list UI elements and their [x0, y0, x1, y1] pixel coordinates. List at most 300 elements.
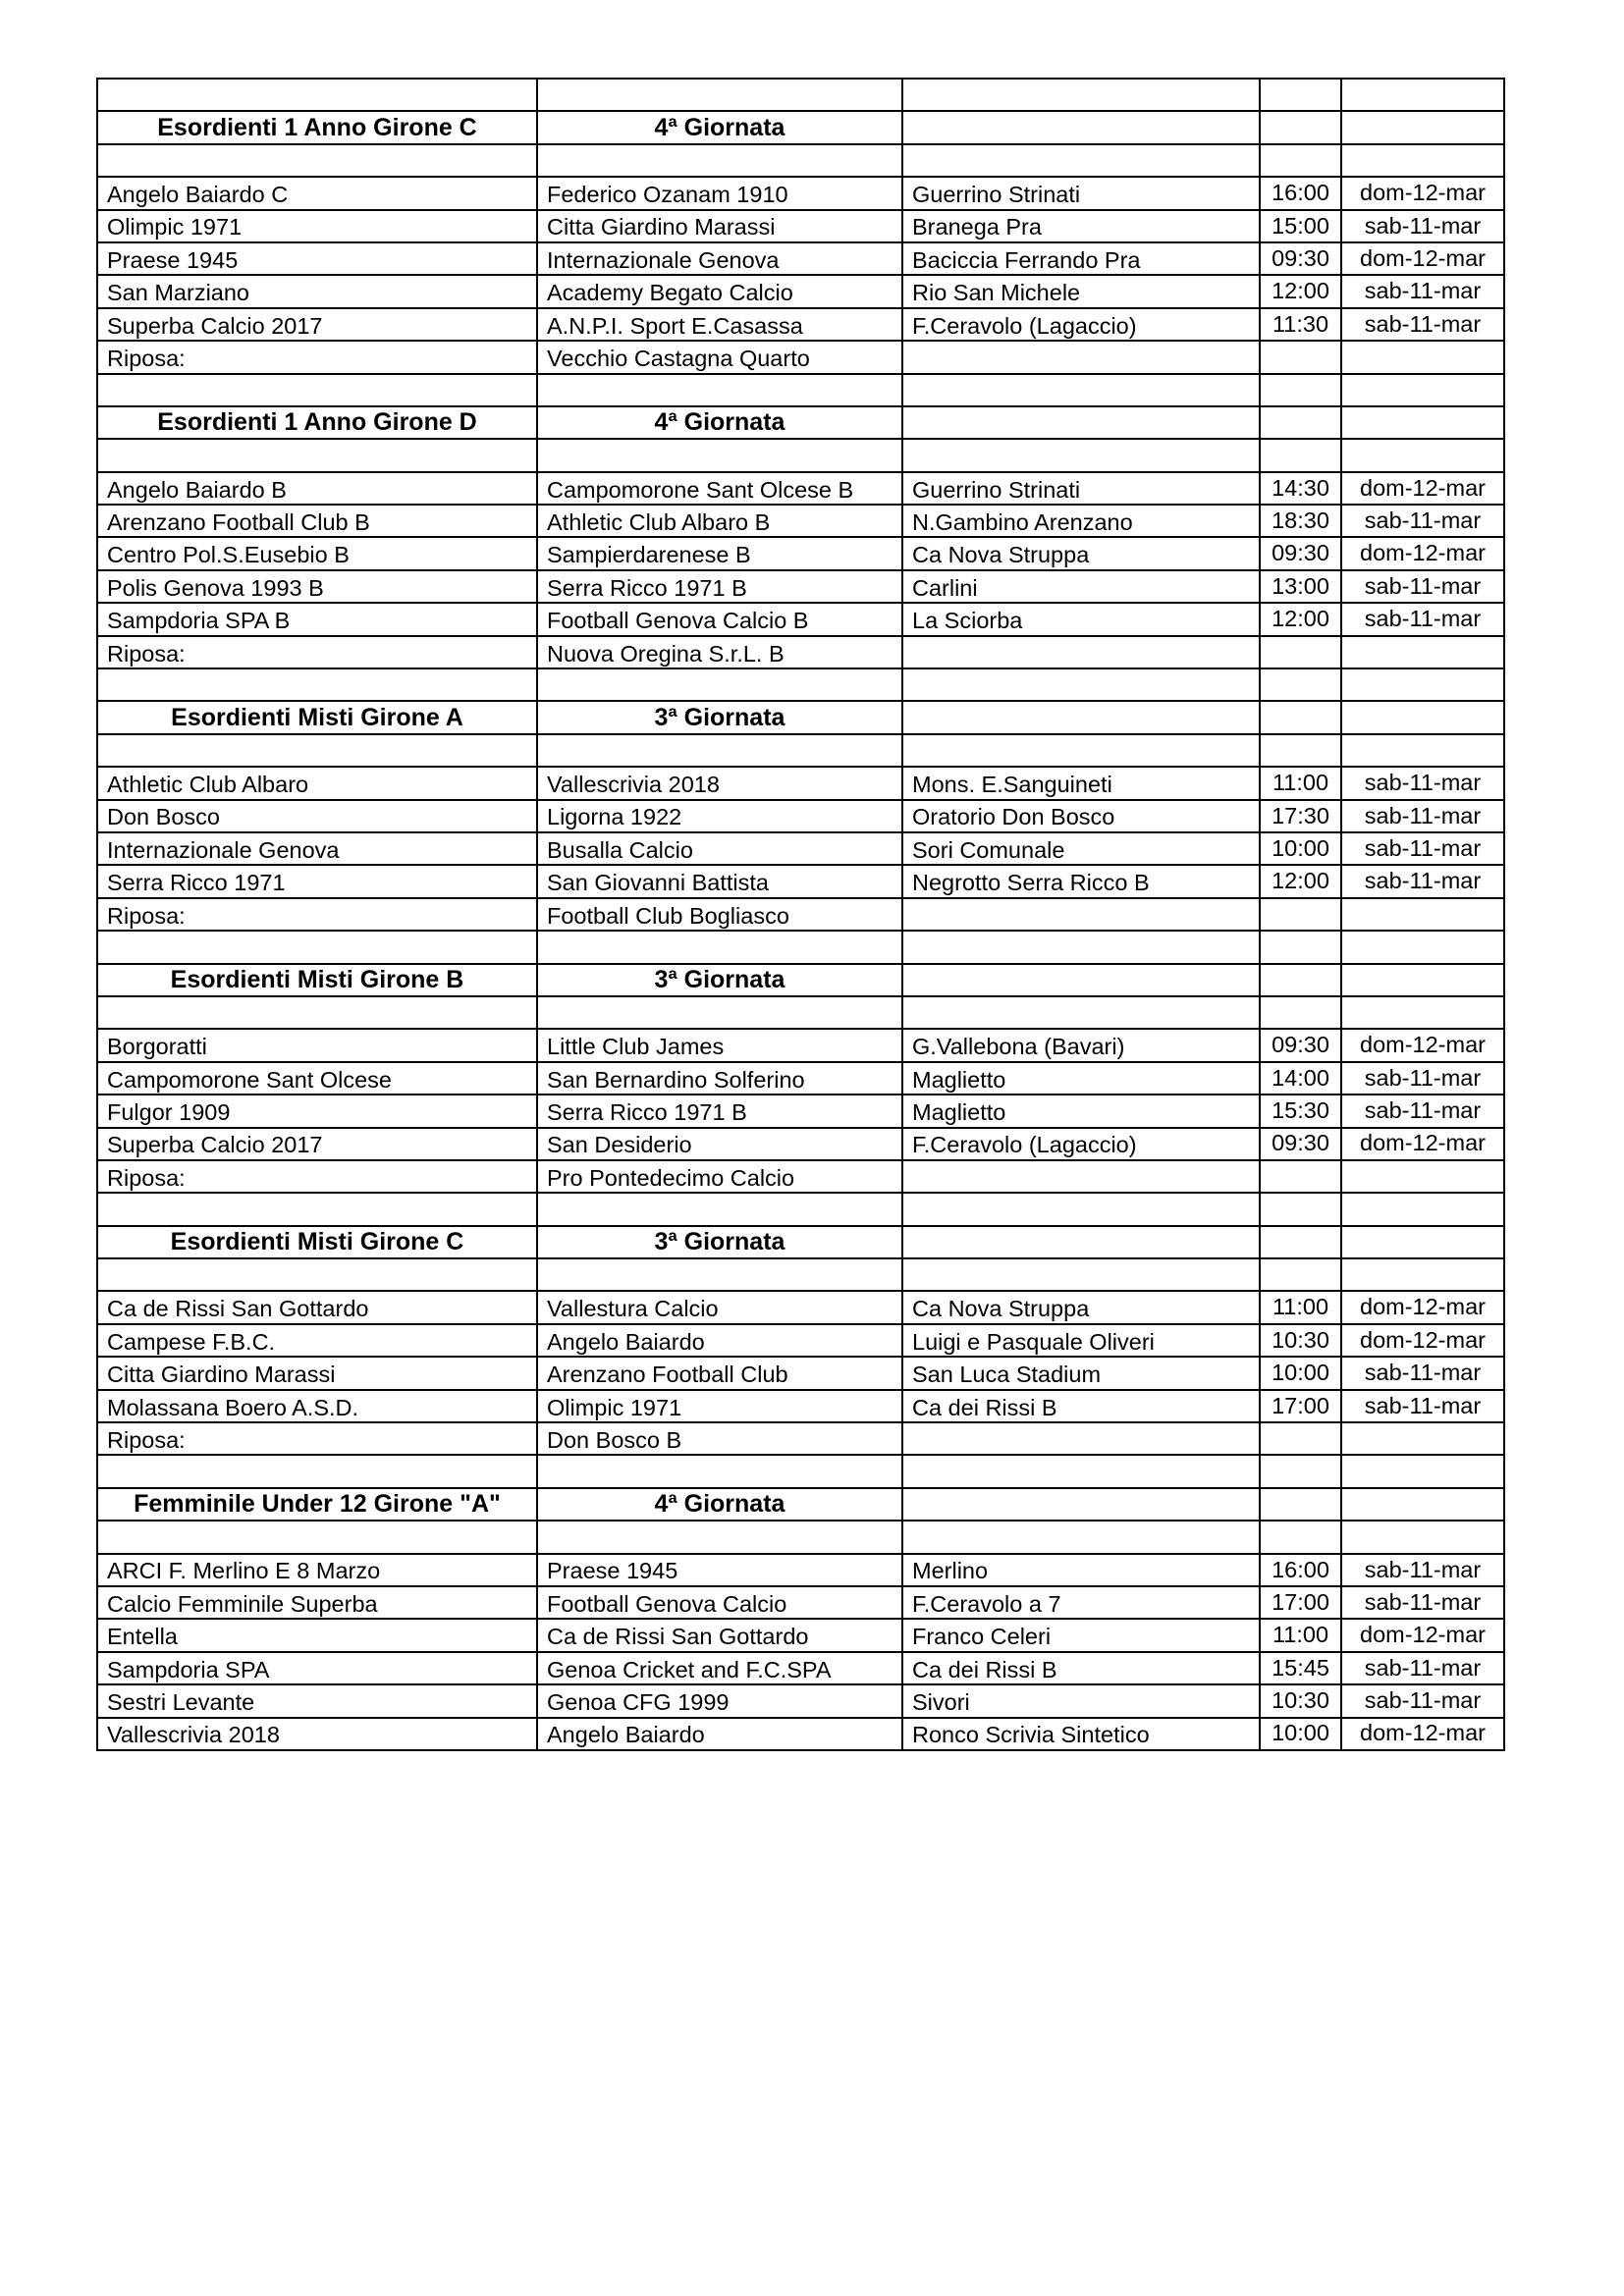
- empty-cell: [1341, 439, 1504, 471]
- empty-cell: [1341, 1455, 1504, 1487]
- empty-cell: [537, 1521, 902, 1553]
- home-team: Fulgor 1909: [97, 1095, 537, 1127]
- empty-cell: [1260, 1226, 1341, 1258]
- kickoff-time: 10:30: [1260, 1324, 1341, 1357]
- venue: Oratorio Don Bosco: [902, 800, 1260, 832]
- venue: Maglietto: [902, 1095, 1260, 1127]
- away-team: A.N.P.I. Sport E.Casassa: [537, 308, 902, 341]
- home-team: Angelo Baiardo B: [97, 472, 537, 505]
- kickoff-time: 12:00: [1260, 865, 1341, 897]
- venue: F.Ceravolo a 7: [902, 1586, 1260, 1619]
- match-date: sab-11-mar: [1341, 1652, 1504, 1684]
- match-date: dom-12-mar: [1341, 537, 1504, 569]
- empty-cell: [1341, 1422, 1504, 1455]
- match-date: sab-11-mar: [1341, 275, 1504, 307]
- empty-cell: [1341, 931, 1504, 963]
- empty-cell: [1260, 144, 1341, 177]
- empty-cell: [1260, 668, 1341, 701]
- away-team: Internazionale Genova: [537, 242, 902, 275]
- empty-cell: [1260, 439, 1341, 471]
- home-team: Superba Calcio 2017: [97, 1128, 537, 1160]
- empty-cell: [1260, 374, 1341, 406]
- rest-label: Riposa:: [97, 1160, 537, 1193]
- rest-row: [97, 898, 1504, 931]
- round-label: 3ª Giornata: [537, 701, 902, 733]
- empty-cell: [1260, 898, 1341, 931]
- group-header-row: [97, 1488, 1504, 1521]
- empty-cell: [902, 374, 1260, 406]
- empty-cell: [537, 1455, 902, 1487]
- away-team: Football Genova Calcio B: [537, 603, 902, 635]
- empty-cell: [97, 931, 537, 963]
- match-date: dom-12-mar: [1341, 1291, 1504, 1323]
- home-team: Angelo Baiardo C: [97, 177, 537, 209]
- match-row: [97, 1586, 1504, 1619]
- empty-row: [97, 931, 1504, 963]
- match-date: dom-12-mar: [1341, 1128, 1504, 1160]
- empty-cell: [902, 734, 1260, 767]
- empty-cell: [97, 1455, 537, 1487]
- match-date: sab-11-mar: [1341, 1390, 1504, 1422]
- venue: Baciccia Ferrando Pra: [902, 242, 1260, 275]
- group-header-row: [97, 111, 1504, 143]
- kickoff-time: 11:30: [1260, 308, 1341, 341]
- venue: Mons. E.Sanguineti: [902, 767, 1260, 799]
- match-date: dom-12-mar: [1341, 242, 1504, 275]
- kickoff-time: 16:00: [1260, 1554, 1341, 1586]
- away-team: Football Genova Calcio: [537, 1586, 902, 1619]
- empty-cell: [1260, 1160, 1341, 1193]
- empty-cell: [902, 1422, 1260, 1455]
- venue: Guerrino Strinati: [902, 472, 1260, 505]
- round-label: 3ª Giornata: [537, 964, 902, 996]
- group-header-row: [97, 406, 1504, 439]
- home-team: Calcio Femminile Superba: [97, 1586, 537, 1619]
- empty-cell: [537, 734, 902, 767]
- venue: Negrotto Serra Ricco B: [902, 865, 1260, 897]
- home-team: Sampdoria SPA: [97, 1652, 537, 1684]
- venue: Ca Nova Struppa: [902, 1291, 1260, 1323]
- home-team: Entella: [97, 1619, 537, 1651]
- empty-cell: [1341, 144, 1504, 177]
- empty-cell: [1341, 1258, 1504, 1291]
- match-row: [97, 1324, 1504, 1357]
- match-row: [97, 177, 1504, 209]
- kickoff-time: 10:00: [1260, 1357, 1341, 1389]
- venue: Guerrino Strinati: [902, 177, 1260, 209]
- away-team: Campomorone Sant Olcese B: [537, 472, 902, 505]
- kickoff-time: 17:30: [1260, 800, 1341, 832]
- home-team: Arenzano Football Club B: [97, 505, 537, 537]
- match-date: sab-11-mar: [1341, 505, 1504, 537]
- kickoff-time: 12:00: [1260, 603, 1341, 635]
- match-date: sab-11-mar: [1341, 800, 1504, 832]
- match-date: sab-11-mar: [1341, 1357, 1504, 1389]
- match-date: dom-12-mar: [1341, 472, 1504, 505]
- venue: Sivori: [902, 1684, 1260, 1717]
- kickoff-time: 09:30: [1260, 537, 1341, 569]
- rest-label: Riposa:: [97, 341, 537, 373]
- empty-cell: [902, 964, 1260, 996]
- empty-cell: [1260, 111, 1341, 143]
- empty-cell: [902, 1455, 1260, 1487]
- group-title: Esordienti Misti Girone A: [97, 701, 537, 733]
- empty-cell: [537, 1258, 902, 1291]
- empty-cell: [902, 341, 1260, 373]
- empty-cell: [1260, 79, 1341, 111]
- home-team: Serra Ricco 1971: [97, 865, 537, 897]
- empty-cell: [902, 1258, 1260, 1291]
- round-label: 4ª Giornata: [537, 406, 902, 439]
- empty-cell: [1341, 996, 1504, 1029]
- away-team: Genoa CFG 1999: [537, 1684, 902, 1717]
- venue: Ronco Scrivia Sintetico: [902, 1718, 1260, 1750]
- empty-cell: [902, 406, 1260, 439]
- away-team: Praese 1945: [537, 1554, 902, 1586]
- round-label: 4ª Giornata: [537, 111, 902, 143]
- match-row: [97, 210, 1504, 242]
- empty-cell: [537, 374, 902, 406]
- empty-cell: [97, 1258, 537, 1291]
- home-team: Sestri Levante: [97, 1684, 537, 1717]
- match-date: sab-11-mar: [1341, 1095, 1504, 1127]
- match-date: dom-12-mar: [1341, 1718, 1504, 1750]
- match-row: [97, 570, 1504, 603]
- venue: F.Ceravolo (Lagaccio): [902, 308, 1260, 341]
- empty-cell: [1341, 1488, 1504, 1521]
- match-row: [97, 242, 1504, 275]
- kickoff-time: 10:00: [1260, 1718, 1341, 1750]
- away-team: Little Club James: [537, 1029, 902, 1061]
- venue: N.Gambino Arenzano: [902, 505, 1260, 537]
- empty-cell: [1341, 341, 1504, 373]
- rest-label: Riposa:: [97, 898, 537, 931]
- away-team: Genoa Cricket and F.C.SPA: [537, 1652, 902, 1684]
- empty-cell: [537, 931, 902, 963]
- kickoff-time: 14:30: [1260, 472, 1341, 505]
- rest-team: Pro Pontedecimo Calcio: [537, 1160, 902, 1193]
- kickoff-time: 11:00: [1260, 1619, 1341, 1651]
- away-team: Academy Begato Calcio: [537, 275, 902, 307]
- rest-row: [97, 1160, 1504, 1193]
- empty-cell: [1260, 931, 1341, 963]
- kickoff-time: 17:00: [1260, 1586, 1341, 1619]
- empty-row: [97, 439, 1504, 471]
- empty-cell: [902, 1226, 1260, 1258]
- kickoff-time: 16:00: [1260, 177, 1341, 209]
- group-header-row: [97, 701, 1504, 733]
- empty-row: [97, 79, 1504, 111]
- away-team: Arenzano Football Club: [537, 1357, 902, 1389]
- empty-cell: [1260, 996, 1341, 1029]
- venue: Branega Pra: [902, 210, 1260, 242]
- venue: Franco Celeri: [902, 1619, 1260, 1651]
- match-row: [97, 1062, 1504, 1095]
- venue: Merlino: [902, 1554, 1260, 1586]
- rest-team: Vecchio Castagna Quarto: [537, 341, 902, 373]
- match-date: sab-11-mar: [1341, 865, 1504, 897]
- empty-cell: [1341, 668, 1504, 701]
- empty-cell: [902, 898, 1260, 931]
- match-row: [97, 1684, 1504, 1717]
- away-team: Angelo Baiardo: [537, 1324, 902, 1357]
- match-row: [97, 1619, 1504, 1651]
- round-label: 4ª Giornata: [537, 1488, 902, 1521]
- group-title: Femminile Under 12 Girone "A": [97, 1488, 537, 1521]
- match-date: sab-11-mar: [1341, 570, 1504, 603]
- kickoff-time: 11:00: [1260, 1291, 1341, 1323]
- kickoff-time: 13:00: [1260, 570, 1341, 603]
- match-row: [97, 1095, 1504, 1127]
- empty-cell: [537, 668, 902, 701]
- venue: Ca dei Rissi B: [902, 1390, 1260, 1422]
- home-team: Olimpic 1971: [97, 210, 537, 242]
- home-team: Campomorone Sant Olcese: [97, 1062, 537, 1095]
- empty-cell: [902, 636, 1260, 668]
- match-row: [97, 537, 1504, 569]
- empty-row: [97, 1258, 1504, 1291]
- kickoff-time: 11:00: [1260, 767, 1341, 799]
- rest-row: [97, 636, 1504, 668]
- kickoff-time: 09:30: [1260, 242, 1341, 275]
- kickoff-time: 18:30: [1260, 505, 1341, 537]
- venue: Ca dei Rissi B: [902, 1652, 1260, 1684]
- empty-cell: [1341, 1226, 1504, 1258]
- empty-cell: [902, 1160, 1260, 1193]
- match-row: [97, 308, 1504, 341]
- home-team: Vallescrivia 2018: [97, 1718, 537, 1750]
- match-row: [97, 472, 1504, 505]
- kickoff-time: 09:30: [1260, 1029, 1341, 1061]
- match-row: [97, 1357, 1504, 1389]
- empty-cell: [97, 144, 537, 177]
- away-team: Athletic Club Albaro B: [537, 505, 902, 537]
- empty-cell: [1260, 406, 1341, 439]
- home-team: Centro Pol.S.Eusebio B: [97, 537, 537, 569]
- kickoff-time: 14:00: [1260, 1062, 1341, 1095]
- empty-cell: [902, 931, 1260, 963]
- venue: Rio San Michele: [902, 275, 1260, 307]
- empty-cell: [1341, 636, 1504, 668]
- empty-cell: [1341, 79, 1504, 111]
- home-team: Athletic Club Albaro: [97, 767, 537, 799]
- empty-cell: [537, 144, 902, 177]
- empty-cell: [97, 1193, 537, 1225]
- empty-cell: [902, 79, 1260, 111]
- empty-cell: [902, 701, 1260, 733]
- empty-row: [97, 1193, 1504, 1225]
- empty-cell: [537, 996, 902, 1029]
- home-team: Polis Genova 1993 B: [97, 570, 537, 603]
- kickoff-time: 15:45: [1260, 1652, 1341, 1684]
- match-date: sab-11-mar: [1341, 210, 1504, 242]
- home-team: Internazionale Genova: [97, 832, 537, 865]
- match-row: [97, 1390, 1504, 1422]
- away-team: Federico Ozanam 1910: [537, 177, 902, 209]
- match-row: [97, 1652, 1504, 1684]
- match-date: dom-12-mar: [1341, 1029, 1504, 1061]
- away-team: Angelo Baiardo: [537, 1718, 902, 1750]
- away-team: Citta Giardino Marassi: [537, 210, 902, 242]
- empty-row: [97, 668, 1504, 701]
- rest-label: Riposa:: [97, 636, 537, 668]
- away-team: Olimpic 1971: [537, 1390, 902, 1422]
- match-date: dom-12-mar: [1341, 1619, 1504, 1651]
- match-row: [97, 865, 1504, 897]
- match-date: sab-11-mar: [1341, 832, 1504, 865]
- empty-cell: [97, 374, 537, 406]
- empty-cell: [97, 734, 537, 767]
- group-title: Esordienti Misti Girone C: [97, 1226, 537, 1258]
- away-team: Vallestura Calcio: [537, 1291, 902, 1323]
- empty-cell: [1341, 1521, 1504, 1553]
- kickoff-time: 10:30: [1260, 1684, 1341, 1717]
- home-team: ARCI F. Merlino E 8 Marzo: [97, 1554, 537, 1586]
- venue: San Luca Stadium: [902, 1357, 1260, 1389]
- group-title: Esordienti 1 Anno Girone D: [97, 406, 537, 439]
- kickoff-time: 12:00: [1260, 275, 1341, 307]
- away-team: Serra Ricco 1971 B: [537, 570, 902, 603]
- empty-cell: [1260, 1422, 1341, 1455]
- away-team: San Giovanni Battista: [537, 865, 902, 897]
- empty-cell: [902, 111, 1260, 143]
- group-header-row: [97, 964, 1504, 996]
- match-row: [97, 1291, 1504, 1323]
- empty-cell: [97, 439, 537, 471]
- venue: Maglietto: [902, 1062, 1260, 1095]
- venue: Carlini: [902, 570, 1260, 603]
- empty-cell: [97, 996, 537, 1029]
- rest-team: Don Bosco B: [537, 1422, 902, 1455]
- away-team: Ca de Rissi San Gottardo: [537, 1619, 902, 1651]
- venue: La Sciorba: [902, 603, 1260, 635]
- empty-cell: [537, 1193, 902, 1225]
- away-team: Busalla Calcio: [537, 832, 902, 865]
- empty-cell: [1260, 964, 1341, 996]
- match-row: [97, 1128, 1504, 1160]
- empty-cell: [1260, 1193, 1341, 1225]
- match-row: [97, 1718, 1504, 1750]
- match-date: sab-11-mar: [1341, 1062, 1504, 1095]
- group-header-row: [97, 1226, 1504, 1258]
- home-team: San Marziano: [97, 275, 537, 307]
- round-label: 3ª Giornata: [537, 1226, 902, 1258]
- home-team: Praese 1945: [97, 242, 537, 275]
- empty-cell: [1341, 701, 1504, 733]
- match-date: sab-11-mar: [1341, 1586, 1504, 1619]
- home-team: Ca de Rissi San Gottardo: [97, 1291, 537, 1323]
- match-date: dom-12-mar: [1341, 177, 1504, 209]
- match-row: [97, 767, 1504, 799]
- home-team: Citta Giardino Marassi: [97, 1357, 537, 1389]
- away-team: Vallescrivia 2018: [537, 767, 902, 799]
- empty-cell: [902, 1521, 1260, 1553]
- empty-cell: [902, 996, 1260, 1029]
- home-team: Borgoratti: [97, 1029, 537, 1061]
- empty-cell: [1260, 1258, 1341, 1291]
- empty-cell: [1260, 341, 1341, 373]
- empty-cell: [537, 439, 902, 471]
- kickoff-time: 10:00: [1260, 832, 1341, 865]
- venue: F.Ceravolo (Lagaccio): [902, 1128, 1260, 1160]
- fixtures-table: [96, 78, 1505, 1751]
- empty-cell: [1341, 111, 1504, 143]
- match-date: sab-11-mar: [1341, 1554, 1504, 1586]
- group-title: Esordienti Misti Girone B: [97, 964, 537, 996]
- home-team: Molassana Boero A.S.D.: [97, 1390, 537, 1422]
- away-team: Ligorna 1922: [537, 800, 902, 832]
- rest-row: [97, 341, 1504, 373]
- home-team: Superba Calcio 2017: [97, 308, 537, 341]
- empty-cell: [902, 439, 1260, 471]
- venue: Luigi e Pasquale Oliveri: [902, 1324, 1260, 1357]
- away-team: Sampierdarenese B: [537, 537, 902, 569]
- empty-cell: [1341, 964, 1504, 996]
- empty-row: [97, 1521, 1504, 1553]
- kickoff-time: 15:00: [1260, 210, 1341, 242]
- empty-row: [97, 374, 1504, 406]
- match-date: sab-11-mar: [1341, 603, 1504, 635]
- away-team: San Desiderio: [537, 1128, 902, 1160]
- away-team: San Bernardino Solferino: [537, 1062, 902, 1095]
- venue: Sori Comunale: [902, 832, 1260, 865]
- empty-cell: [1260, 636, 1341, 668]
- home-team: Don Bosco: [97, 800, 537, 832]
- home-team: Campese F.B.C.: [97, 1324, 537, 1357]
- match-date: dom-12-mar: [1341, 1324, 1504, 1357]
- match-row: [97, 1554, 1504, 1586]
- empty-cell: [902, 144, 1260, 177]
- match-row: [97, 1029, 1504, 1061]
- rest-label: Riposa:: [97, 1422, 537, 1455]
- empty-row: [97, 996, 1504, 1029]
- empty-cell: [902, 1488, 1260, 1521]
- empty-cell: [97, 79, 537, 111]
- empty-row: [97, 1455, 1504, 1487]
- match-row: [97, 603, 1504, 635]
- match-row: [97, 800, 1504, 832]
- kickoff-time: 09:30: [1260, 1128, 1341, 1160]
- empty-row: [97, 144, 1504, 177]
- empty-cell: [97, 1521, 537, 1553]
- empty-cell: [1260, 701, 1341, 733]
- away-team: Serra Ricco 1971 B: [537, 1095, 902, 1127]
- empty-cell: [537, 79, 902, 111]
- venue: G.Vallebona (Bavari): [902, 1029, 1260, 1061]
- empty-cell: [1341, 898, 1504, 931]
- match-row: [97, 505, 1504, 537]
- kickoff-time: 17:00: [1260, 1390, 1341, 1422]
- kickoff-time: 15:30: [1260, 1095, 1341, 1127]
- empty-cell: [1341, 734, 1504, 767]
- empty-cell: [1260, 734, 1341, 767]
- empty-cell: [1341, 1160, 1504, 1193]
- empty-cell: [1341, 406, 1504, 439]
- venue: Ca Nova Struppa: [902, 537, 1260, 569]
- empty-row: [97, 734, 1504, 767]
- home-team: Sampdoria SPA B: [97, 603, 537, 635]
- empty-cell: [1260, 1521, 1341, 1553]
- match-row: [97, 832, 1504, 865]
- empty-cell: [1260, 1455, 1341, 1487]
- empty-cell: [902, 668, 1260, 701]
- empty-cell: [1260, 1488, 1341, 1521]
- rest-team: Nuova Oregina S.r.L. B: [537, 636, 902, 668]
- match-date: sab-11-mar: [1341, 308, 1504, 341]
- match-row: [97, 275, 1504, 307]
- empty-cell: [1341, 374, 1504, 406]
- group-title: Esordienti 1 Anno Girone C: [97, 111, 537, 143]
